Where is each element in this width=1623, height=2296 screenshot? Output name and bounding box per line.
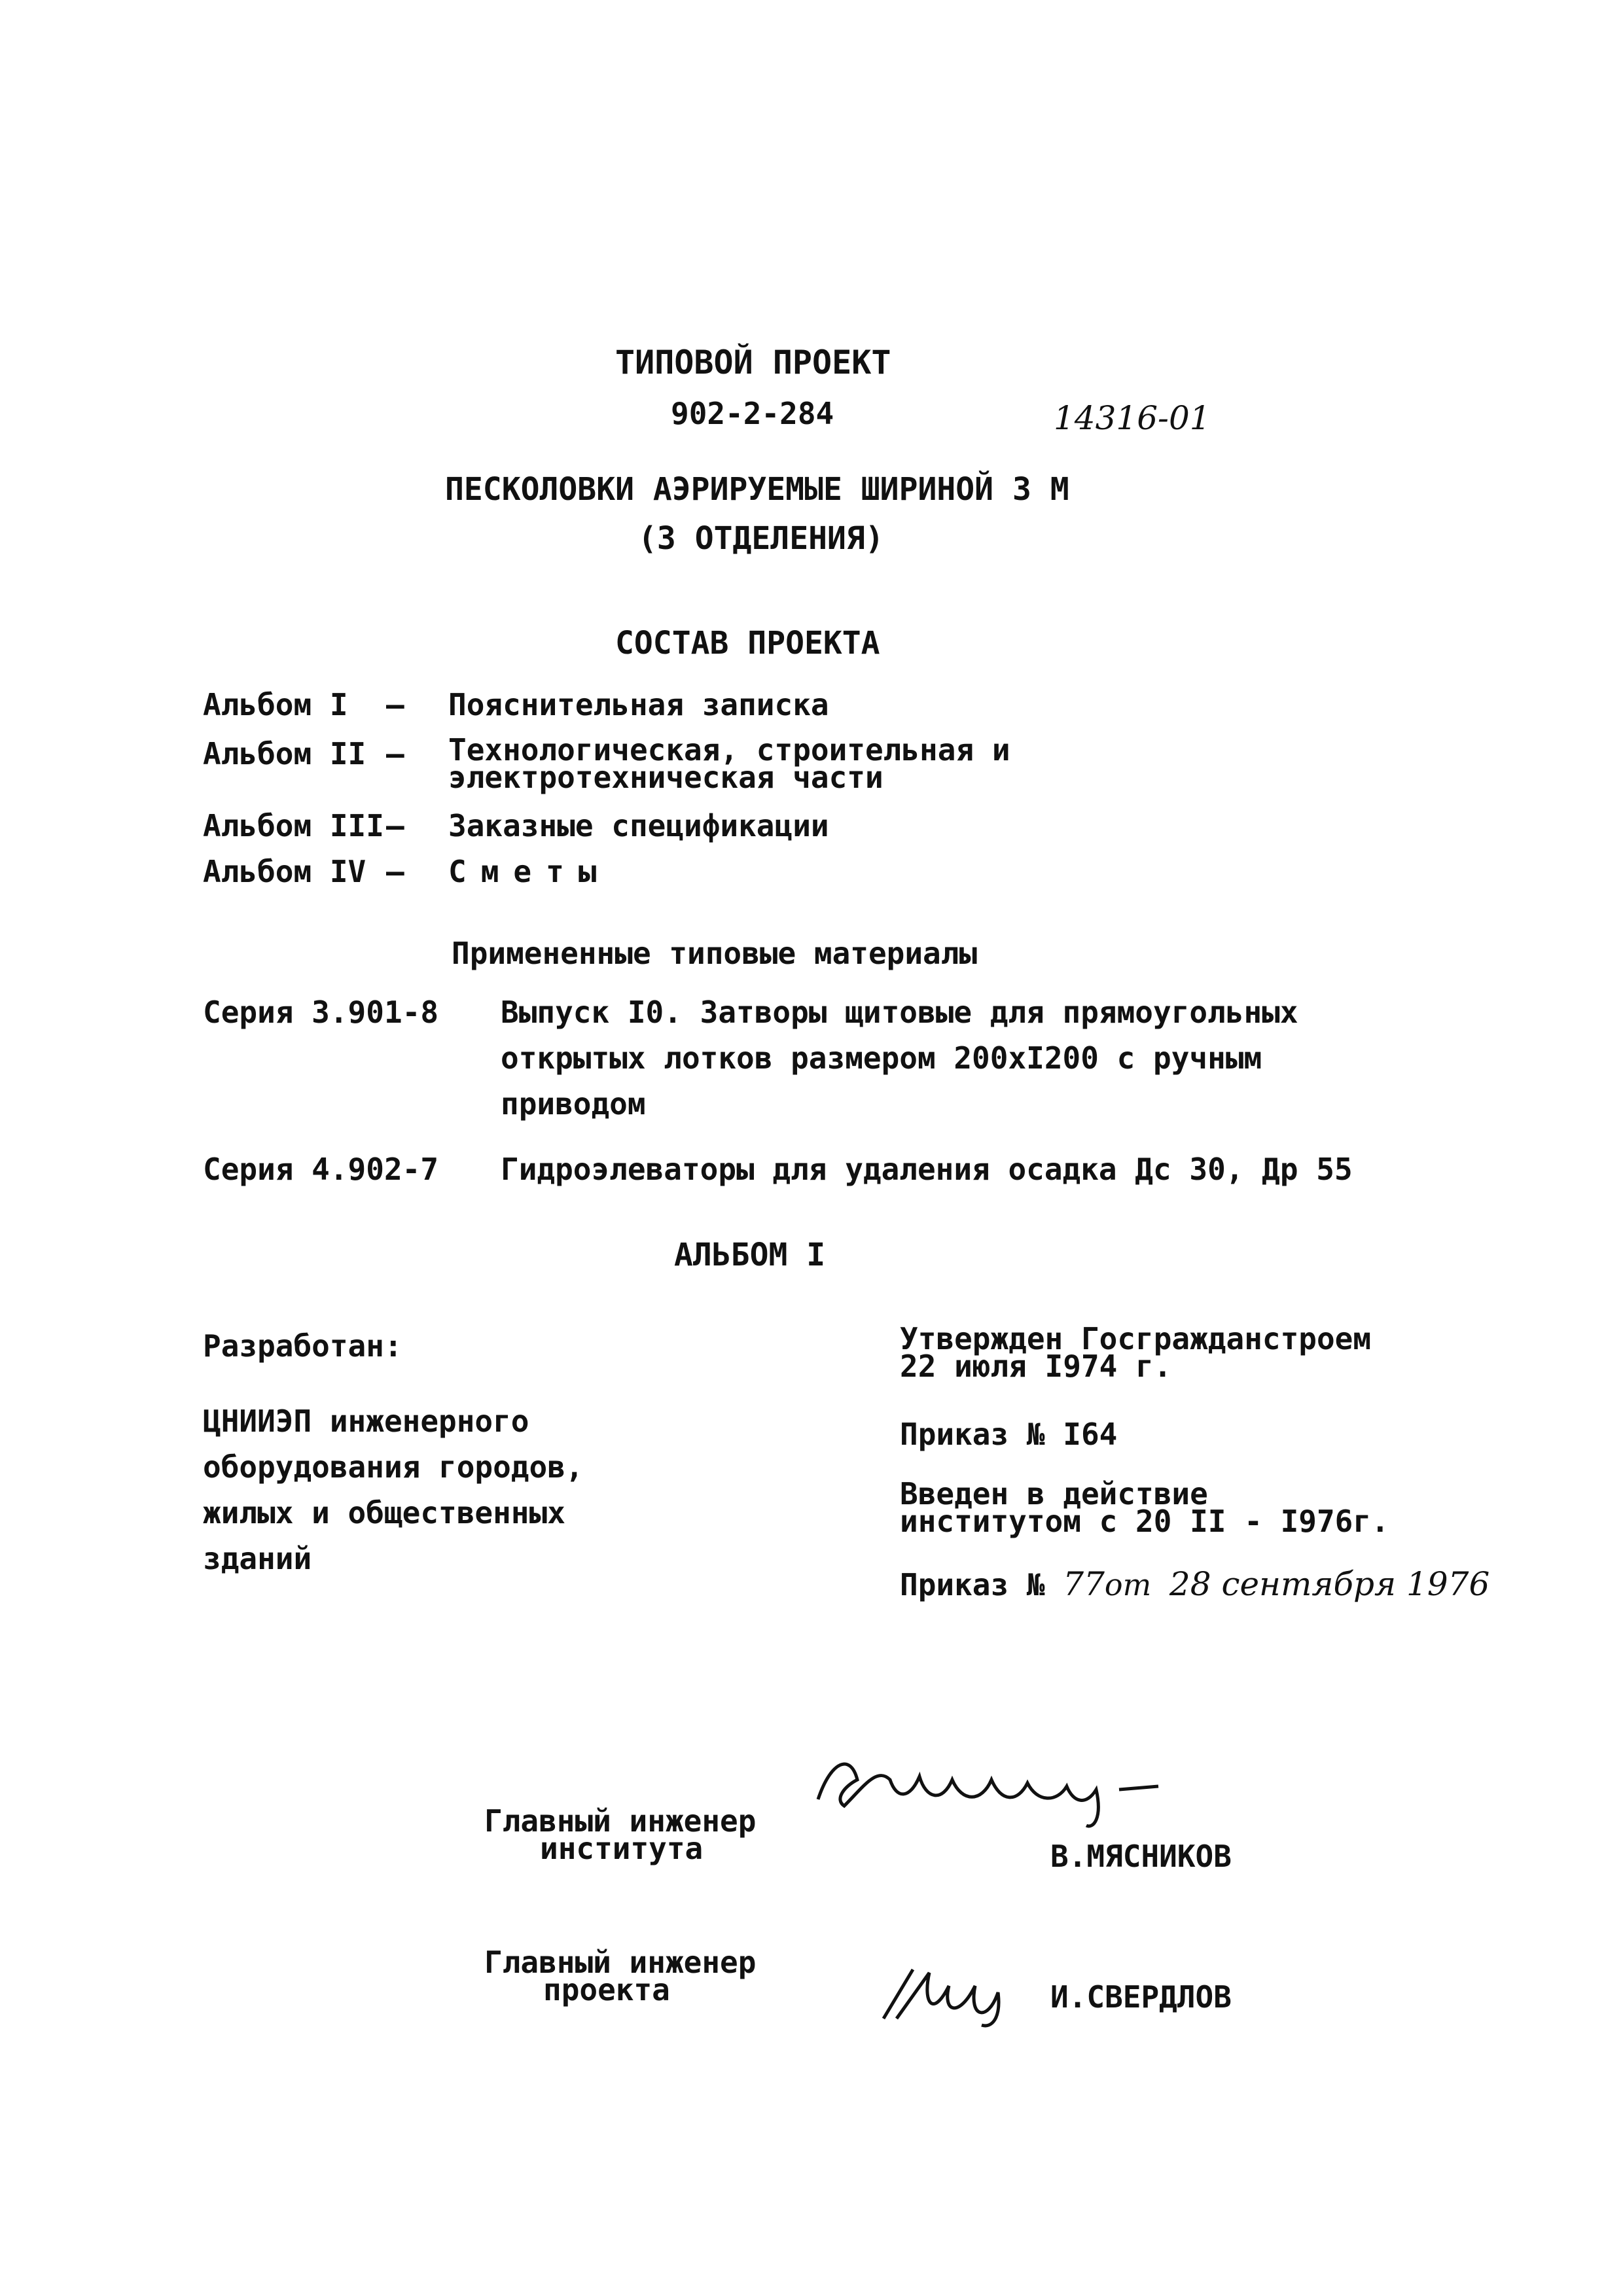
order2-number: 77 xyxy=(1063,1565,1105,1603)
album-dash: – xyxy=(386,736,404,771)
developer-line: ЦНИИЭП инженерного xyxy=(203,1404,529,1439)
signer-role: Главный инженер xyxy=(484,1803,757,1839)
album-text: Технологическая, строительная и xyxy=(448,732,1010,768)
album-text: Пояснительная записка xyxy=(448,687,829,722)
album-label: Альбом II xyxy=(203,736,366,771)
signer-role-continued: института xyxy=(540,1831,704,1866)
order2-from: от xyxy=(1104,1567,1152,1602)
album-dash: – xyxy=(386,808,404,843)
order2 xyxy=(900,1565,1489,1603)
project-subtitle: (3 ОТДЕЛЕНИЯ) xyxy=(638,520,884,557)
signer-name: И.СВЕРДЛОВ xyxy=(1050,1979,1232,2015)
developer-line: зданий xyxy=(203,1541,312,1576)
album-text: Заказные спецификации xyxy=(448,808,829,843)
order2-date: 28 сентября 1976 xyxy=(1169,1565,1490,1603)
album-label: Альбом IV xyxy=(203,854,366,889)
album-label: Альбом III xyxy=(203,808,384,843)
album-dash: – xyxy=(386,687,404,722)
approval-line: Утвержден Госгражданстроем xyxy=(900,1321,1372,1356)
signer-name: В.МЯСНИКОВ xyxy=(1050,1839,1232,1874)
series-text: приводом xyxy=(501,1086,646,1122)
developer-line: жилых и общественных xyxy=(203,1495,565,1530)
signer-role-continued: проекта xyxy=(543,1972,670,2007)
series-text: открытых лотков размером 200хI200 с ручным xyxy=(501,1040,1262,1076)
project-type: ТИПОВОЙ ПРОЕКТ xyxy=(615,344,891,381)
project-title: ПЕСКОЛОВКИ АЭРИРУЕМЫЕ ШИРИНОЙ 3 М xyxy=(445,471,1069,508)
composition-heading: СОСТАВ ПРОЕКТА xyxy=(615,625,880,662)
developer-label: Разработан: xyxy=(203,1328,402,1364)
signature-image xyxy=(805,1740,1198,1832)
developer-line: оборудования городов, xyxy=(203,1449,584,1485)
series-text: Выпуск I0. Затворы щитовые для прямоугольных xyxy=(501,995,1298,1030)
album-dash: – xyxy=(386,854,404,889)
album-text-continued: электротехническая части xyxy=(448,760,883,795)
project-number: 902-2-284 xyxy=(671,396,834,431)
approval-date: 22 июля I974 г. xyxy=(900,1349,1172,1384)
order2-prefix: Приказ № xyxy=(900,1567,1045,1602)
series-label: Серия 4.902-7 xyxy=(203,1152,439,1187)
approval-order: Приказ № I64 xyxy=(900,1417,1118,1452)
album-text: Сметы xyxy=(448,854,611,889)
series-text: Гидроэлеваторы для удаления осадка Дс 30, Др 55 xyxy=(501,1152,1353,1187)
signer-role: Главный инженер xyxy=(484,1945,757,1980)
introduced-line: Введен в действие xyxy=(900,1476,1208,1511)
inventory-number: 14316-01 xyxy=(1054,399,1211,437)
materials-heading: Примененные типовые материалы xyxy=(452,936,978,971)
introduced-date: институтом с 20 II - I976г. xyxy=(900,1504,1389,1539)
album-heading: АЛЬБОМ I xyxy=(674,1237,826,1273)
series-label: Серия 3.901-8 xyxy=(203,995,439,1030)
album-label: Альбом I xyxy=(203,687,348,722)
signature-image xyxy=(877,1956,1027,2028)
